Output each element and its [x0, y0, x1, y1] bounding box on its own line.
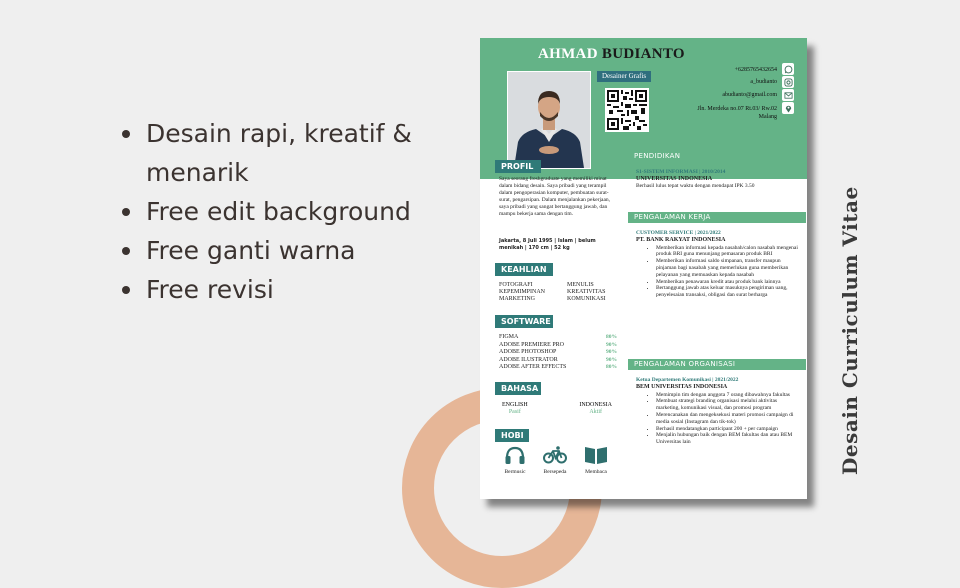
feature-item: Free revisi: [118, 270, 418, 309]
qr-code: [605, 88, 649, 132]
software-level: 90%: [606, 349, 617, 355]
instagram-icon: [782, 76, 794, 88]
hobby-label: Bersepeda: [543, 469, 567, 475]
cv-name: [538, 46, 685, 63]
person-photo-icon: [508, 72, 590, 168]
work-bullets: [636, 245, 801, 299]
organization-bullet: • Memimpin tim dengan anggota 7 orang dibawahnya fakultas: [656, 392, 801, 399]
email-icon: [782, 89, 794, 101]
language-list: [502, 402, 612, 416]
location-pin-icon: [782, 102, 794, 114]
education-desc: Berhasil lulus tepat waktu dengan mendapat IPK 3.50: [636, 182, 755, 189]
organization-bullets: [636, 392, 801, 446]
role-badge: Desainer Grafis: [597, 71, 651, 82]
work-block: [636, 230, 801, 299]
software-row: [499, 364, 617, 372]
profil-details: Jakarta, 8 Juli 1995 | Islam | belum menikah | 170 cm | 52 kg: [499, 238, 596, 251]
section-header-bahasa: BAHASA: [495, 382, 541, 395]
organization-bullet: • Menjalin hubungan baik dengan BEM fakultas dan atau BEM Universitas lain: [656, 432, 801, 446]
section-header-pengalaman-organisasi: PENGALAMAN ORGANISASI: [628, 359, 806, 370]
profil-text: Saya seorang freshgraduate yang memiliki minat dalam bidang desain. Saya pribadi yang terampil dalam pengoperasian komputer, pembuatan surat-surat, pengarsipan. Dalam menjalankan pekerjaan, saya pribadi yang sangat bertanggung jawab, dan mampu bekerja sama dengan tim.: [499, 176, 611, 217]
feature-list: [118, 114, 418, 309]
qr-code-icon: [607, 90, 647, 130]
organization-bullet: • Membuat strategi branding organisasi melalui aktivitas marketing, komunikasi visual, dan promosi program: [656, 398, 801, 412]
contact-instagram: a_budianto: [750, 79, 777, 85]
skill-item: KEPEMIMPINAN: [499, 289, 546, 295]
software-level: 90%: [606, 341, 617, 348]
work-position: CUSTOMER SERVICE | 2021/2022: [636, 230, 721, 236]
work-bullet: • Bertanggung jawab atas keluar masuknya pengiriman uang, penyelesaian transaksi, obligasi dan surat berharga: [656, 285, 801, 299]
section-header-hobi: HOBI: [495, 429, 529, 442]
skill-item: MARKETING: [499, 296, 535, 302]
software-row: [499, 349, 617, 357]
language-level: Aktif: [589, 409, 602, 415]
work-bullet: • Memberikan penawaran kredit atau produk bank lainnya: [656, 279, 801, 286]
bicycle-icon: [543, 445, 567, 465]
hobby-item: [576, 445, 616, 475]
software-list: [499, 334, 617, 372]
skill-item: KREATIVITAS: [567, 289, 606, 295]
cv-card: [480, 38, 807, 499]
whatsapp-icon: [782, 63, 794, 75]
organization-block: [636, 377, 801, 446]
organization-bullet: • Merencanakan dan mengeksekusi materi promosi campaign di media sosial (Instagram dan tik-tok): [656, 412, 801, 426]
hobby-label: Membaca: [585, 469, 607, 475]
organization-position: Ketua Departemen Komunikasi | 2021/2022: [636, 377, 739, 383]
software-level: 80%: [606, 364, 617, 370]
language-item: [502, 402, 528, 416]
headphones-icon: [504, 445, 526, 465]
feature-item: Desain rapi, kreatif & menarik: [118, 114, 418, 192]
software-row: [499, 357, 617, 365]
contact-email: abudianto@gmail.com: [722, 92, 777, 98]
software-level: 80%: [606, 334, 617, 340]
contact-phone: +6285765432654: [734, 67, 777, 73]
section-header-profil: PROFIL: [495, 160, 541, 173]
vertical-title: Desain Curriculum Vitae: [838, 186, 862, 475]
section-header-keahlian: KEAHLIAN: [495, 263, 553, 276]
section-header-software: SOFTWARE: [495, 315, 553, 328]
software-level: 90%: [606, 356, 617, 363]
language-item: [579, 402, 612, 416]
last-name: BUDIANTO: [601, 46, 685, 62]
software-row: [499, 334, 617, 342]
software-row: [499, 342, 617, 350]
education-block: [636, 169, 801, 189]
software-name: ADOBE PREMIERE PRO: [499, 341, 565, 348]
skill-item: MENULIS: [567, 282, 594, 288]
book-icon: [584, 445, 608, 465]
hobby-label: Bermusic: [504, 469, 526, 475]
section-header-pendidikan: PENDIDIKAN: [628, 151, 806, 162]
skill-item: FOTOGRAFI: [499, 282, 533, 288]
hobby-item: [495, 445, 535, 475]
software-name: ADOBE ILUSTRATOR: [499, 356, 558, 363]
language-level: Pasif: [508, 409, 521, 415]
organization-name: BEM UNIVERSITAS INDONESIA: [636, 383, 728, 390]
software-name: ADOBE AFTER EFFECTS: [499, 364, 567, 370]
education-degree: S1-SISTEM INFORMASI | 2010/2014: [636, 169, 726, 175]
organization-bullet: • Berhasil mendatangkan participant 200 + per campaign: [656, 426, 801, 433]
software-name: FIGMA: [499, 334, 519, 340]
language-name: INDONESIA: [579, 402, 612, 408]
work-company: PT. BANK RAKYAT INDONESIA: [636, 236, 726, 243]
software-name: ADOBE PHOTOSHOP: [499, 349, 557, 355]
work-bullet: • Memberikan informasi saldo simpanan, transfer maupun pinjaman bagi nasabah yang memerlukan guna memberikan pelayanan yang memuaskan kepada nasabah: [656, 258, 801, 278]
feature-item: Free ganti warna: [118, 231, 418, 270]
profile-photo: [507, 71, 591, 169]
education-school: UNIVERSITAS INDONESIA: [636, 175, 713, 182]
contact-address: Jln. Merdeka no.07 Rt.03/ Rw.02 Malang: [697, 106, 777, 120]
hobby-item: [535, 445, 575, 475]
section-header-pengalaman-kerja: PENGALAMAN KERJA: [628, 212, 806, 223]
language-name: ENGLISH: [502, 402, 528, 408]
skills-grid: [499, 282, 624, 303]
skill-item: KOMUNIKASI: [567, 296, 606, 302]
first-name: AHMAD: [538, 46, 598, 62]
work-bullet: • Memberikan informasi kepada nasabah/calon nasabah mengenai produk BRI guna menunjang pemasaran produk BRI: [656, 245, 801, 259]
feature-item: Free edit background: [118, 192, 418, 231]
